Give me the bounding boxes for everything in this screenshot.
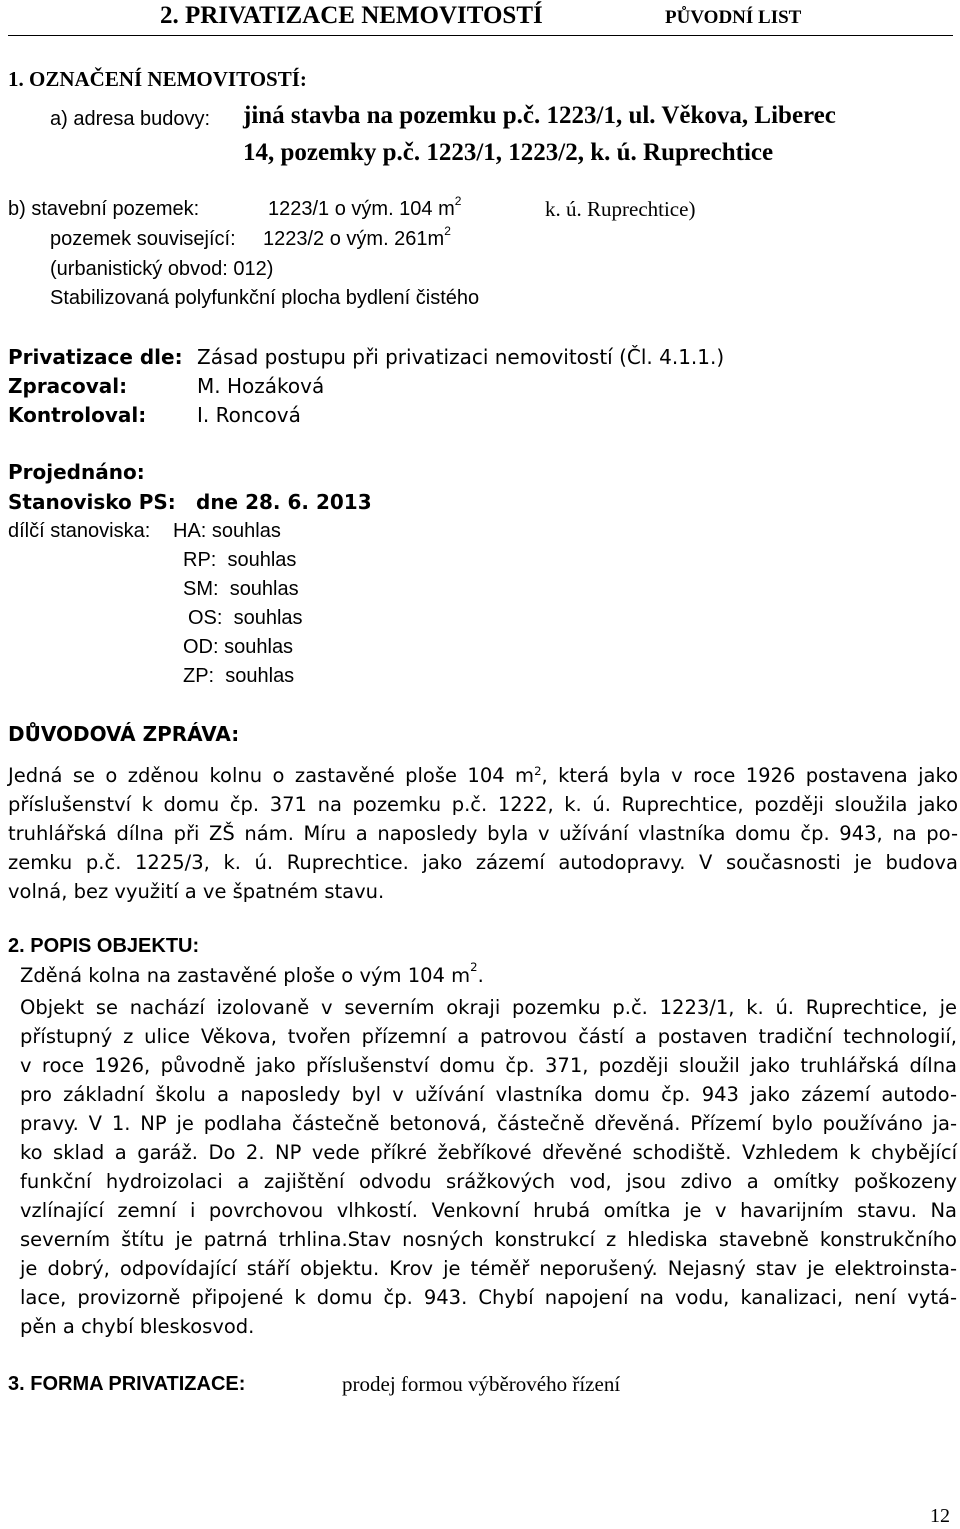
- plot-value: 1223/1 o vým. 104 $m^2$: [268, 194, 462, 220]
- opinion-item: HA: souhlas: [173, 520, 281, 542]
- section2-line: lace, provizorně připojené k domu čp. 943. Chybí napojení na vodu, kanalizaci, není vytá-: [20, 1286, 957, 1309]
- section2-line: pro základní školu a naposledy byl v užívání vlastníka domu čp. 943 jako zázemí autodo-: [20, 1083, 957, 1106]
- checked-label: Kontroloval:: [8, 403, 147, 427]
- section2-line: v roce 1926, původně jako příslušenství domu čp. 371, později sloužil jako truhlářská dílna: [20, 1054, 957, 1077]
- section2-line: funkční hydroizolaci a zajištění odvodu srážkových vod, jsou zdivo a omítky poškozeny: [20, 1170, 957, 1193]
- processed-value: M. Hozáková: [197, 374, 325, 398]
- page-number: 12: [930, 1505, 950, 1527]
- related-plot-value: 1223/2 o vým. $261m^2$: [263, 224, 451, 250]
- report-paragraph: [8, 761, 958, 906]
- opinion-item: RP: souhlas: [183, 549, 297, 571]
- section3-value: prodej formou výběrového řízení: [342, 1372, 621, 1396]
- page-title: 2. PRIVATIZACE NEMOVITOSTÍ: [160, 2, 543, 29]
- ps-value: dne 28. 6. 2013: [196, 490, 372, 514]
- privatization-value: Zásad postupu při privatizaci nemovitostí (Čl. 4.1.1.): [197, 345, 725, 369]
- header-tag: PŮVODNÍ LIST: [665, 7, 802, 28]
- checked-value: I. Roncová: [197, 403, 301, 427]
- section2-line: vzlínající zemní i povrchovou vlhkostí. Venkovní hrubá omítka je v havarijním stavu. Na: [20, 1199, 957, 1222]
- partial-opinions-label: dílčí stanoviska:: [8, 520, 151, 542]
- report-line: Jedná se o zděnou kolnu o zastavěné ploše 104 $m^2$, která byla v roce 1926 postavena jako: [8, 764, 959, 787]
- zone-text: Stabilizovaná polyfunkční plocha bydlení čistého: [50, 287, 480, 309]
- ps-label: Stanovisko PS:: [8, 490, 176, 514]
- privatization-label: Privatizace dle:: [8, 345, 183, 369]
- section2-first-line: Zděná kolna na zastavěné ploše o vým 104 $m^2$.: [20, 960, 484, 987]
- opinion-item: OD: souhlas: [183, 636, 294, 658]
- header-divider: [8, 35, 953, 36]
- opinion-item: ZP: souhlas: [183, 665, 295, 687]
- processed-label: Zpracoval:: [8, 374, 128, 398]
- report-line: truhlářská dílna při ZŠ nám. Míru a naposledy byla v užívání vlastníka domu čp. 943, na po-: [8, 822, 958, 845]
- section2-line: severním štítu je patrná trhlina.Stav nosných konstrukcí z hlediska stavebně konstrukčního: [20, 1228, 957, 1251]
- address-line-2: 14, pozemky p.č. 1223/1, 1223/2, k. ú. Ruprechtice: [243, 139, 774, 166]
- report-line: příslušenství k domu čp. 371 na pozemku p.č. 1222, k. ú. Ruprechtice, později sloužila jako: [8, 793, 958, 816]
- district-text: (urbanistický obvod: 012): [50, 258, 274, 280]
- section2-line: přístupný z ulice Věkova, tvořen přízemní a patrovou částí a postaven tradiční technologií,: [20, 1025, 957, 1048]
- report-heading: DŮVODOVÁ ZPRÁVA:: [8, 722, 240, 746]
- address-line-1: jiná stavba na pozemku p.č. 1223/1, ul. Věkova, Liberec: [243, 102, 836, 129]
- report-line: zemku p.č. 1225/3, k. ú. Ruprechtice. jako zázemí autodopravy. V současnosti je budova: [8, 851, 958, 874]
- address-label: a) adresa budovy:: [50, 108, 211, 130]
- section2-paragraph: [20, 993, 957, 1341]
- section2-heading: 2. POPIS OBJEKTU:: [8, 935, 200, 957]
- section2-line: Objekt se nachází izolovaně v severním okraji pozemku p.č. 1223/1, k. ú. Ruprechtice, je: [20, 996, 957, 1019]
- report-line: volná, bez využití a ve špatném stavu.: [8, 880, 385, 903]
- plot-cadastral-area: k. ú. Ruprechtice): [545, 197, 696, 221]
- related-plot-label: pozemek související:: [50, 228, 236, 250]
- section2-line: je dobrý, odpovídající stáří objektu. Krov je téměř neporušený. Nejasný stav je elektroinsta-: [20, 1257, 957, 1280]
- section2-line: pěn a chybí bleskosvod.: [20, 1315, 255, 1338]
- opinion-item: SM: souhlas: [183, 578, 299, 600]
- section2-line: ko sklad a garáž. Do 2. NP vede příkré žebříkové dřevěné schodiště. Vzhledem k chybějící: [20, 1141, 957, 1164]
- opinion-item: OS: souhlas: [188, 607, 303, 629]
- section1-heading: 1. OZNAČENÍ NEMOVITOSTÍ:: [8, 67, 307, 91]
- discussion-heading: Projednáno:: [8, 460, 145, 484]
- plot-label: b) stavební pozemek:: [8, 198, 200, 220]
- section2-line: pravy. V 1. NP je podlaha částečně betonová, částečně dřevěná. Přízemí bylo používáno ja-: [20, 1112, 957, 1135]
- section3-heading: 3. FORMA PRIVATIZACE:: [8, 1373, 246, 1395]
